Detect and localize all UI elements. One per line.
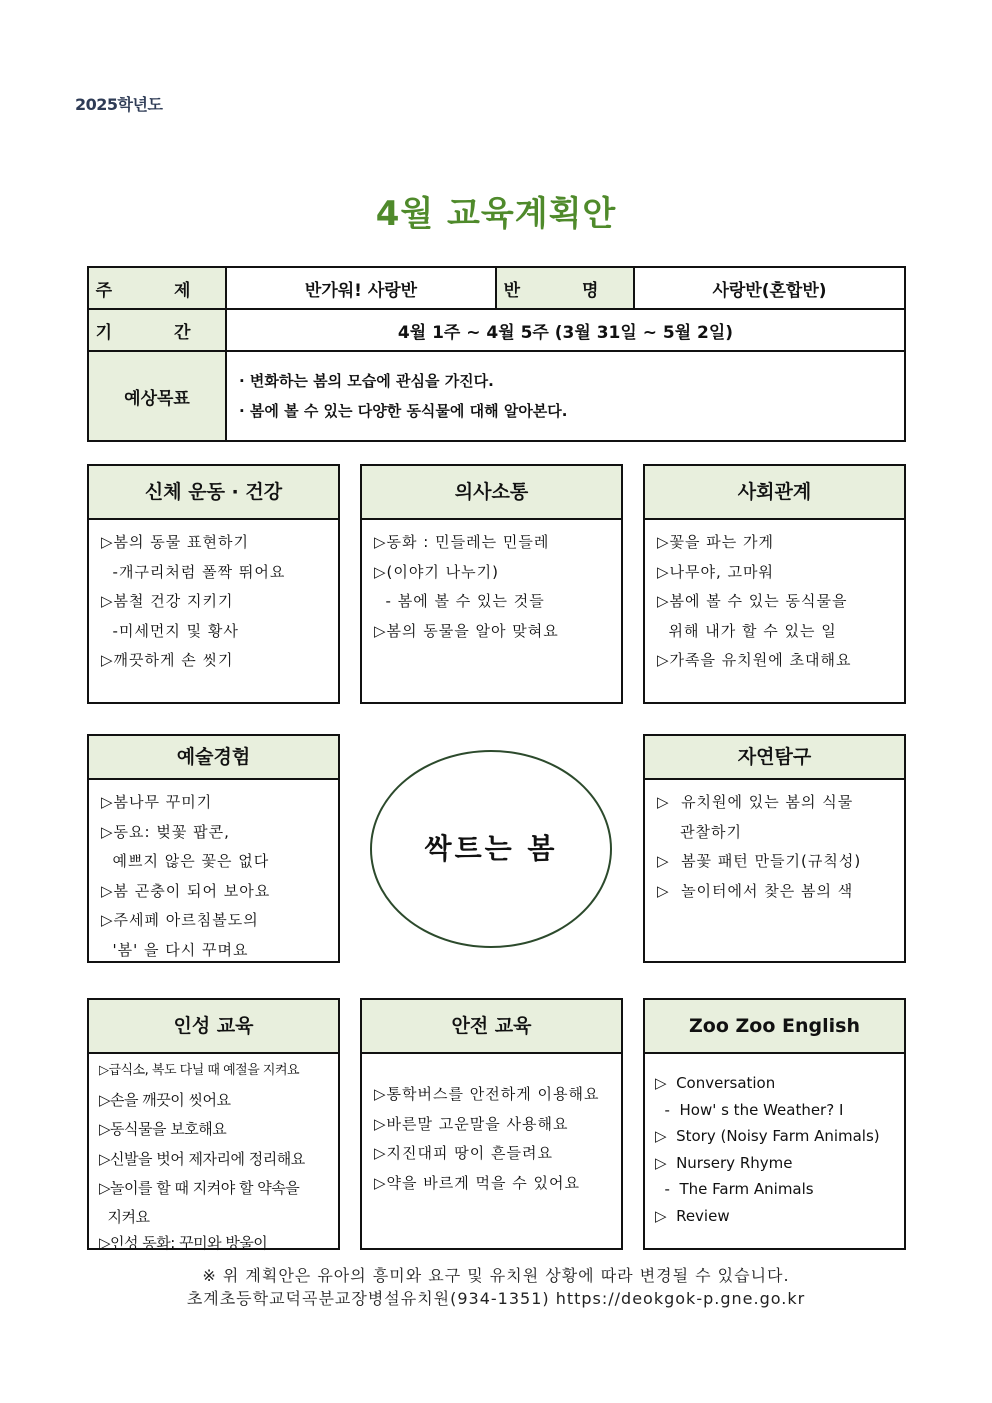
list-item: ▷지진대피 땅이 흔들려요 bbox=[374, 1144, 553, 1162]
list-item: 지켜요 bbox=[99, 1207, 150, 1226]
period-value: 4월 1주 ~ 4월 5주 (3월 31일 ~ 5월 2일) bbox=[226, 309, 905, 351]
list-item: ▷동요: 벚꽃 팝콘, bbox=[101, 822, 230, 841]
list-item: 관찰하기 bbox=[657, 822, 743, 841]
list-item: ▷ Review bbox=[655, 1206, 730, 1225]
area-character bbox=[87, 998, 340, 1250]
area-title: 사회관계 bbox=[645, 466, 904, 520]
area-title: 안전 교육 bbox=[362, 1000, 621, 1054]
plan-info-table bbox=[87, 266, 906, 442]
area-body-health bbox=[87, 464, 340, 704]
list-item: ▷(이야기 나누기) bbox=[374, 562, 499, 581]
footer-note: ※ 위 계획안은 유아의 흥미와 요구 및 유치원 상황에 따라 변경될 수 있습니다. bbox=[202, 1266, 790, 1285]
list-item: ▷가족을 유치원에 초대해요 bbox=[657, 651, 852, 669]
period-label: 기 간 bbox=[88, 309, 226, 351]
area-title: Zoo Zoo English bbox=[645, 1000, 904, 1054]
list-item: ▷깨끗하게 손 씻기 bbox=[101, 651, 234, 669]
list-item: ▷봄철 건강 지키기 bbox=[101, 592, 234, 610]
goals-cell bbox=[226, 351, 905, 441]
page-title: 4월 교육계획안 bbox=[375, 194, 617, 234]
list-item: '봄' 을 다시 꾸며요 bbox=[101, 940, 249, 959]
goal-item: · 봄에 볼 수 있는 다양한 동식물에 대해 알아본다. bbox=[239, 402, 568, 420]
list-item: ▷신발을 벗어 제자리에 정리해요 bbox=[99, 1149, 305, 1168]
list-item: -개구리처럼 폴짝 뛰어요 bbox=[101, 562, 286, 581]
list-item: -미세먼지 및 황사 bbox=[101, 621, 239, 640]
subject-label: 주 제 bbox=[88, 267, 226, 309]
list-item: ▷봄나무 꾸미기 bbox=[101, 793, 213, 811]
list-item: ▷ 유치원에 있는 봄의 식물 bbox=[657, 793, 854, 811]
area-title: 인성 교육 bbox=[89, 1000, 338, 1054]
area-title: 신체 운동 · 건강 bbox=[89, 466, 338, 520]
list-item: - 봄에 볼 수 있는 것들 bbox=[374, 592, 545, 610]
goal-item: · 변화하는 봄의 모습에 관심을 가진다. bbox=[239, 372, 494, 390]
area-art bbox=[87, 734, 340, 963]
class-label: 반 명 bbox=[496, 267, 634, 309]
list-item: ▷약을 바르게 먹을 수 있어요 bbox=[374, 1173, 580, 1192]
list-item: ▷동식물을 보호해요 bbox=[99, 1120, 227, 1138]
area-english bbox=[643, 998, 906, 1250]
theme-title: 싹트는 봄 bbox=[424, 832, 558, 865]
list-item: ▷ Story (Noisy Farm Animals) bbox=[655, 1127, 880, 1145]
school-year: 2025학년도 bbox=[75, 95, 163, 114]
area-safety bbox=[360, 998, 623, 1250]
subject-value: 반가워! 사랑반 bbox=[226, 267, 496, 309]
list-item: ▷ Conversation bbox=[655, 1074, 776, 1092]
list-item: ▷봄의 동물을 알아 맞혀요 bbox=[374, 621, 559, 640]
area-title: 자연탐구 bbox=[645, 736, 904, 780]
list-item: ▷나무야, 고마워 bbox=[657, 562, 775, 581]
list-item: 예쁘지 않은 꽃은 없다 bbox=[101, 852, 270, 870]
list-item: ▷ Nursery Rhyme bbox=[655, 1153, 793, 1172]
list-item: - How' s the Weather? Ⅰ bbox=[655, 1100, 844, 1119]
list-item: ▷동화 : 민들레는 민들레 bbox=[374, 533, 550, 551]
list-item: - The Farm Animals bbox=[655, 1180, 814, 1198]
area-nature bbox=[643, 734, 906, 963]
list-item: ▷인성 동화: 꾸미와 방울이 bbox=[99, 1233, 268, 1252]
list-item: ▷급식소, 복도 다닐 때 예절을 지켜요 bbox=[99, 1063, 300, 1078]
area-title: 예술경험 bbox=[89, 736, 338, 780]
area-communication bbox=[360, 464, 623, 704]
list-item: ▷바른말 고운말을 사용해요 bbox=[374, 1114, 569, 1133]
area-title: 의사소통 bbox=[362, 466, 621, 520]
list-item: 위해 내가 할 수 있는 일 bbox=[657, 621, 837, 640]
list-item: ▷주세페 아르침볼도의 bbox=[101, 911, 259, 929]
class-value: 사랑반(혼합반) bbox=[634, 267, 905, 309]
list-item: ▷ 봄꽃 패턴 만들기(규칙성) bbox=[657, 852, 862, 870]
list-item: ▷손을 깨끗이 씻어요 bbox=[99, 1090, 231, 1109]
goals-label: 예상목표 bbox=[88, 351, 226, 441]
footer-contact: 초계초등학교덕곡분교장병설유치원(934-1351) https://deokgok-p.gne.go.kr bbox=[186, 1289, 806, 1308]
area-social bbox=[643, 464, 906, 704]
list-item: ▷봄에 볼 수 있는 동식물을 bbox=[657, 592, 848, 610]
list-item: ▷봄 곤충이 되어 보아요 bbox=[101, 881, 271, 900]
list-item: ▷꽃을 파는 가게 bbox=[657, 533, 775, 551]
list-item: ▷봄의 동물 표현하기 bbox=[101, 533, 249, 551]
list-item: ▷놀이를 할 때 지켜야 할 약속을 bbox=[99, 1179, 300, 1197]
list-item: ▷통학버스를 안전하게 이용해요 bbox=[374, 1085, 600, 1103]
list-item: ▷ 놀이터에서 찾은 봄의 색 bbox=[657, 881, 854, 900]
